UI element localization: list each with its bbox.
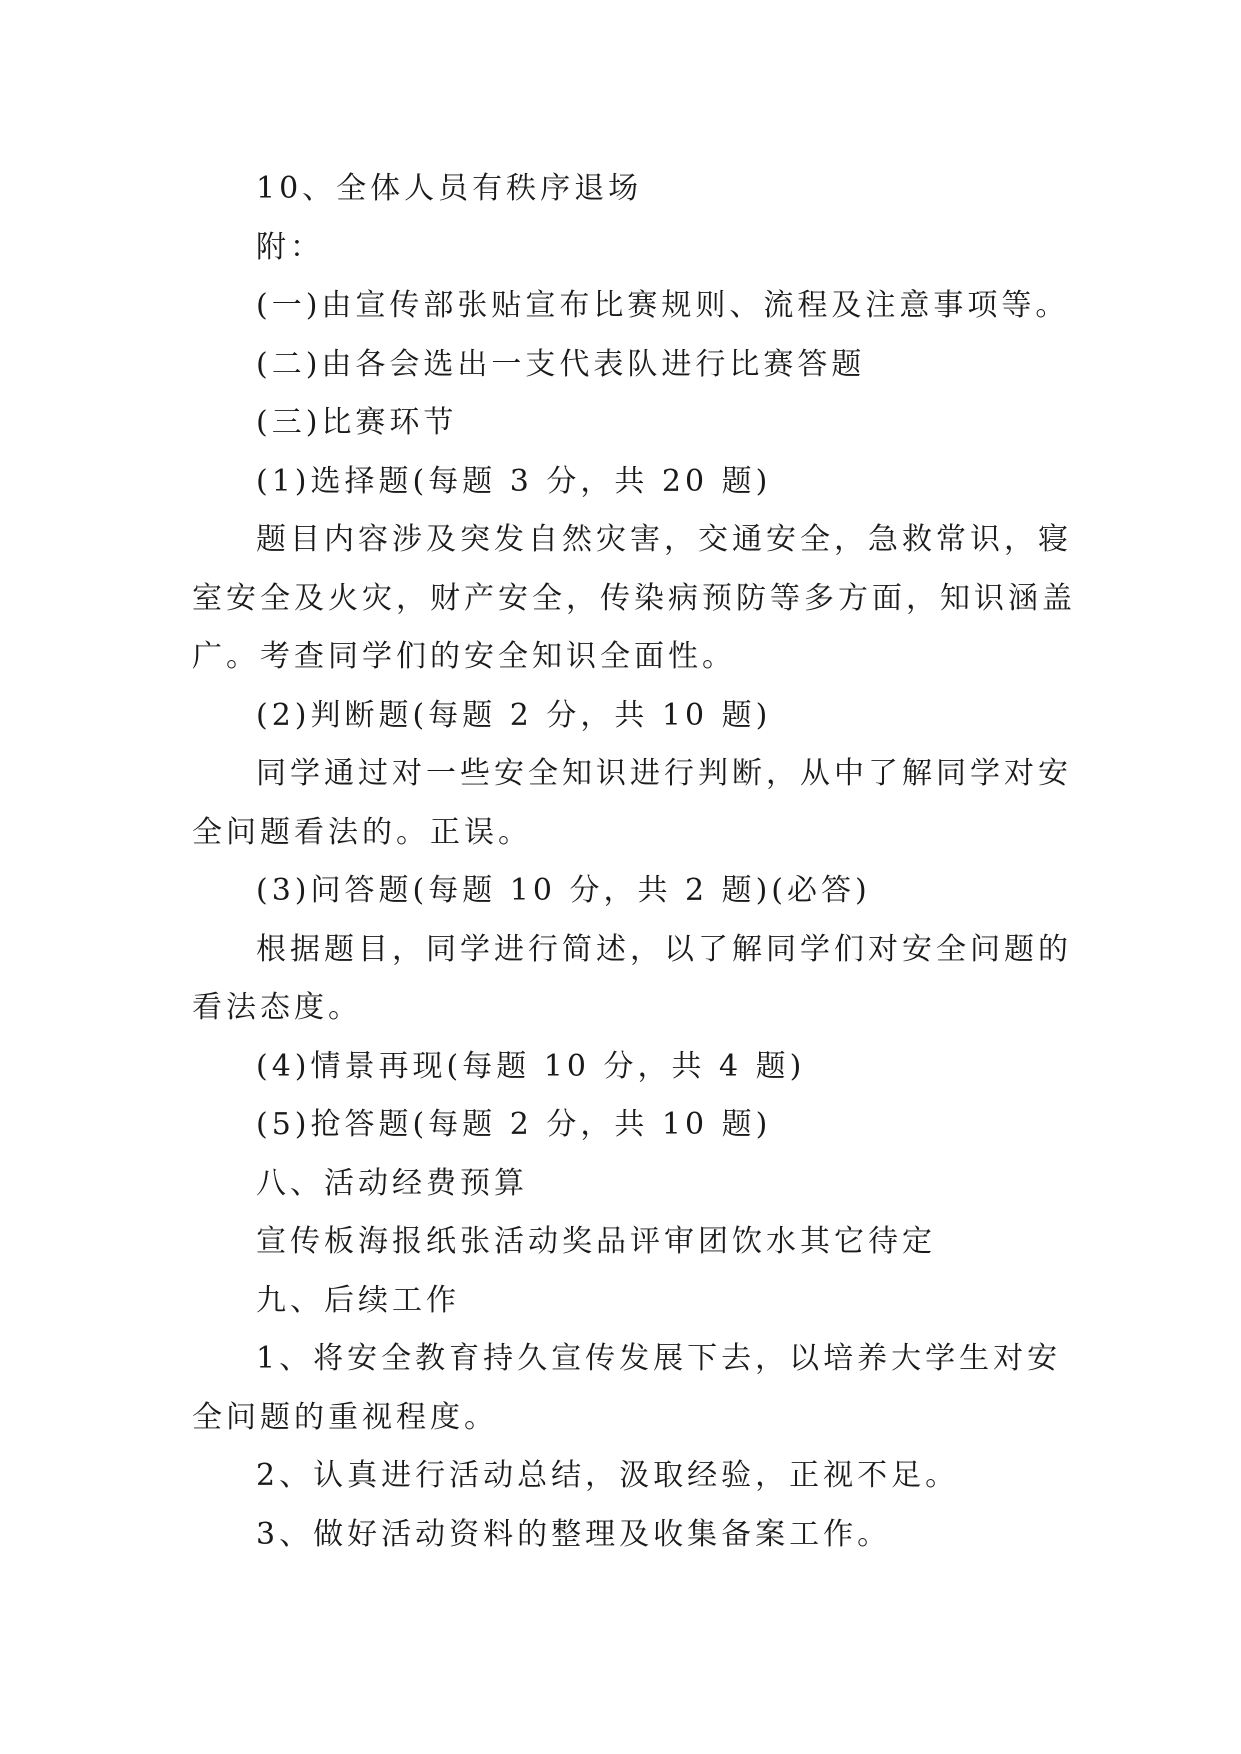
- line-appendix: 附：: [256, 229, 324, 265]
- line-scenario: (4)情景再现(每题 10 分，共 4 题): [256, 1048, 806, 1084]
- section-heading-budget: 八、活动经费预算: [256, 1165, 528, 1201]
- paragraph-line: 全问题看法的。正误。: [192, 814, 532, 850]
- paragraph-line: 广。考查同学们的安全知识全面性。: [192, 639, 736, 674]
- line-multiple-choice: (1)选择题(每题 3 分，共 20 题): [256, 463, 772, 499]
- paragraph-line: 全问题的重视程度。: [192, 1399, 498, 1435]
- document-body: [192, 160, 1076, 1564]
- paragraph-line: 同学通过对一些安全知识进行判断，从中了解同学对安: [256, 756, 1072, 791]
- line-team-selection: (二)由各会选出一支代表队进行比赛答题: [256, 346, 866, 382]
- line-true-false: (2)判断题(每题 2 分，共 10 题): [256, 697, 772, 733]
- section-heading-followup: 九、后续工作: [256, 1282, 460, 1318]
- paragraph-line: 室安全及火灾，财产安全，传染病预防等多方面，知识涵盖: [192, 580, 1076, 616]
- paragraph-line: 1、将安全教育持久宣传发展下去，以培养大学生对安: [256, 1341, 1062, 1376]
- line-rules-posting: (一)由宣传部张贴宣布比赛规则、流程及注意事项等。: [256, 288, 1070, 323]
- line-budget-items: 宣传板海报纸张活动奖品评审团饮水其它待定: [256, 1224, 936, 1259]
- line-qa: (3)问答题(每题 10 分，共 2 题)(必答): [256, 873, 871, 908]
- paragraph-line: 2、认真进行活动总结，汲取经验，正视不足。: [256, 1458, 960, 1493]
- line-competition-stages: (三)比赛环节: [256, 405, 458, 440]
- paragraph-line: 3、做好活动资料的整理及收集备案工作。: [256, 1516, 892, 1552]
- paragraph-line: 看法态度。: [192, 990, 362, 1025]
- paragraph-line: 根据题目，同学进行简述，以了解同学们对安全问题的: [256, 931, 1072, 967]
- line-quick-answer: (5)抢答题(每题 2 分，共 10 题): [256, 1107, 772, 1142]
- line-exit: 10、全体人员有秩序退场: [256, 171, 643, 206]
- paragraph-line: 题目内容涉及突发自然灾害，交通安全，急救常识，寝: [256, 522, 1072, 557]
